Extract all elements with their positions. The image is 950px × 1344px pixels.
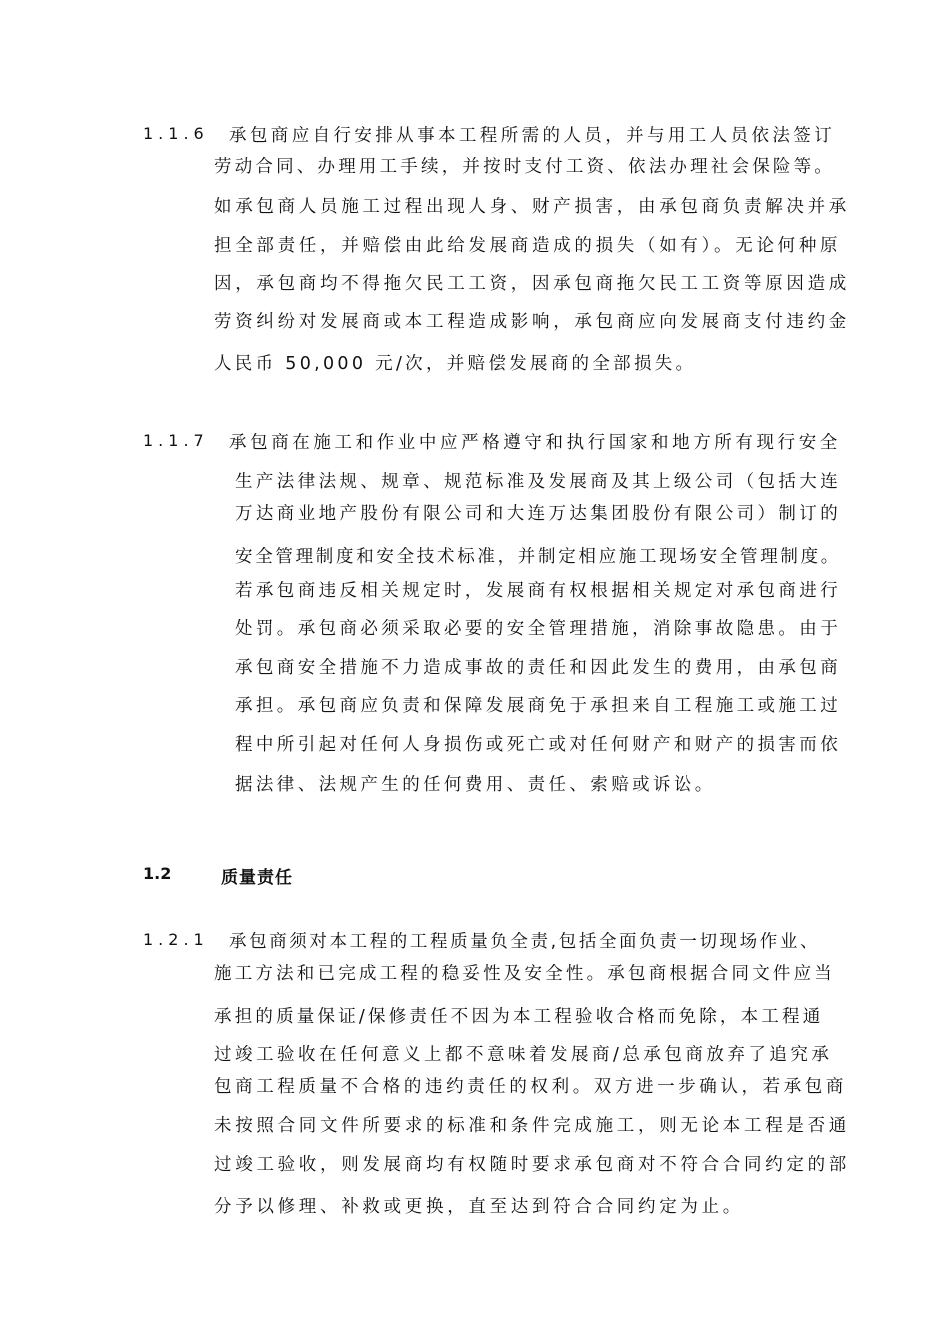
clause-line: 施工方法和已完成工程的稳妥性及安全性。承包商根据合同文件应当 [214, 964, 835, 984]
clause-line: 人民币 50,000 元/次，并赔偿发展商的全部损失。 [214, 354, 697, 374]
clause-line: 因，承包商均不得拖欠民工工资，因承包商拖欠民工工资等原因造成 [214, 274, 850, 294]
section-number: 1.2 [143, 864, 172, 883]
clause-line: 担全部责任，并赔偿由此给发展商造成的损失（如有）。无论何种原 [214, 236, 842, 256]
clause-line: 若承包商违反相关规定时，发展商有权根据相关规定对承包商进行 [235, 581, 842, 601]
clause-line: 承包商须对本工程的工程质量负全责,包括全面负责一切现场作业、 [229, 932, 821, 952]
clause-line: 安全管理制度和安全技术标准，并制定相应施工现场安全管理制度。 [235, 547, 841, 567]
clause-line: 程中所引起对任何人身损伤或死亡或对任何财产和财产的损害而依 [235, 735, 842, 755]
clause-line: 劳动合同、办理用工手续，并按时支付工资、依法办理社会保险等。 [214, 157, 835, 177]
clause-line: 万达商业地产股份有限公司和大连万达集团股份有限公司）制订的 [235, 504, 842, 524]
clause-number: 1.1.7 [143, 431, 209, 450]
clause-line: 据法律、法规产生的任何费用、责任、索赔或诉讼。 [235, 775, 716, 795]
clause-line: 劳资纠纷对发展商或本工程造成影响，承包商应向发展商支付违约金 [214, 312, 850, 332]
clause-line: 分予以修理、补救或更换，直至达到符合合同约定为止。 [214, 1197, 744, 1217]
clause-line: 处罚。承包商必须采取必要的安全管理措施，消除事故隐患。由于 [235, 619, 842, 639]
clause-line: 生产法律法规、规章、规范标准及发展商及其上级公司（包括大连 [235, 472, 842, 492]
clause-number: 1.2.1 [143, 930, 209, 949]
clause-line: 如承包商人员施工过程出现人身、财产损害，由承包商负责解决并承 [214, 197, 850, 217]
clause-line: 包商工程质量不合格的违约责任的权利。双方进一步确认，若承包商 [214, 1077, 847, 1097]
clause-line: 承包商安全措施不力造成事故的责任和因此发生的费用，由承包商 [235, 658, 842, 678]
clause-line: 承包商应自行安排从事本工程所需的人员，并与用工人员依法签订 [229, 126, 836, 146]
clause-line: 未按照合同文件所要求的标准和条件完成施工，则无论本工程是否通 [214, 1116, 850, 1136]
clause-line: 过竣工验收，则发展商均有权随时要求承包商对不符合合同约定的部 [214, 1155, 850, 1175]
clause-line: 过竣工验收在任何意义上都不意味着发展商/总承包商放弃了追究承 [214, 1045, 833, 1065]
clause-line: 承包商在施工和作业中应严格遵守和执行国家和地方所有现行安全 [229, 433, 841, 453]
section-title: 质量责任 [221, 868, 293, 888]
clause-line: 承担的质量保证/保修责任不因为本工程验收合格而免除，本工程通 [214, 1007, 824, 1027]
clause-line: 承担。承包商应负责和保障发展商免于承担来自工程施工或施工过 [235, 696, 842, 716]
clause-number: 1.1.6 [143, 124, 209, 143]
